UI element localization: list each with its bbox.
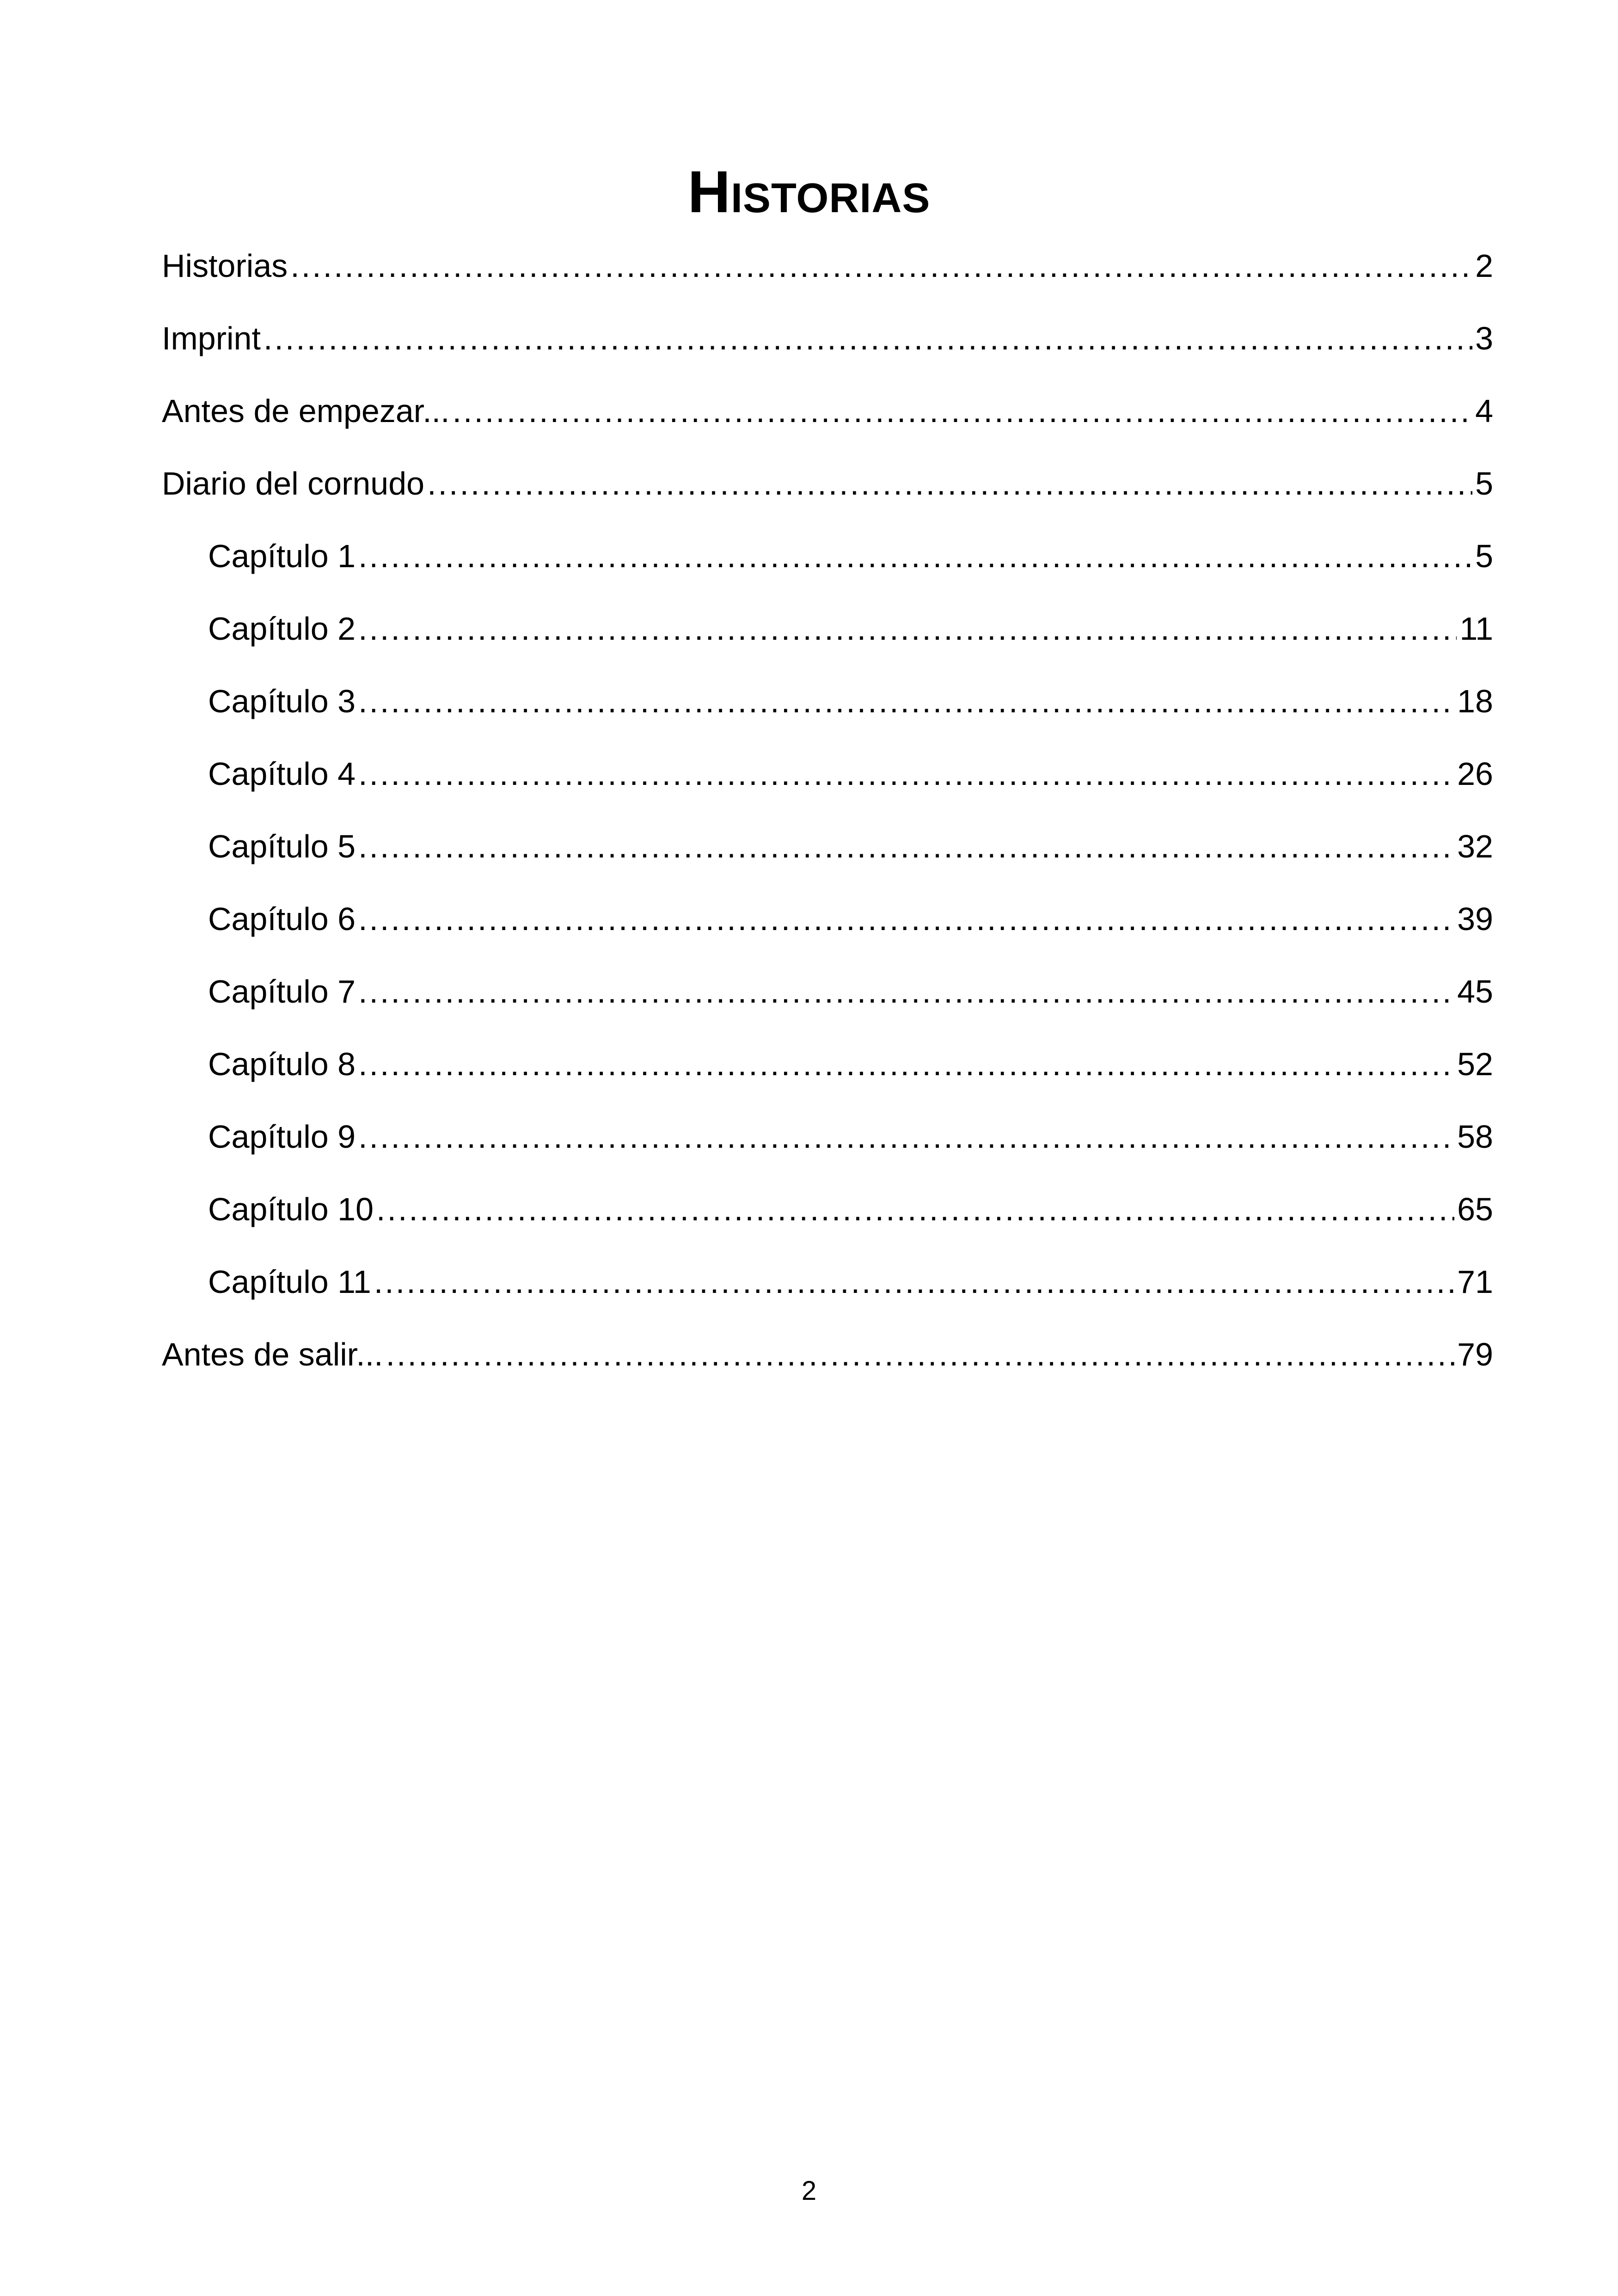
toc-entry-label: Capítulo 2 bbox=[208, 611, 356, 647]
toc-dot-leader bbox=[358, 676, 1454, 727]
toc-dot-leader bbox=[290, 240, 1472, 291]
toc-entry-page: 39 bbox=[1457, 901, 1493, 937]
toc-entry[interactable] bbox=[162, 531, 1493, 603]
toc-dot-leader bbox=[453, 386, 1472, 436]
toc-dot-leader bbox=[374, 1256, 1454, 1307]
toc-entry-label: Capítulo 6 bbox=[208, 901, 356, 937]
toc-dot-leader bbox=[264, 313, 1472, 364]
toc-entry-page: 11 bbox=[1459, 611, 1493, 647]
toc-entry-page: 4 bbox=[1475, 393, 1493, 429]
toc-entry-page: 2 bbox=[1475, 248, 1493, 284]
toc-entry-label: Capítulo 9 bbox=[208, 1119, 356, 1155]
toc-entry-label: Capítulo 4 bbox=[208, 756, 356, 792]
toc-entry-label: Capítulo 1 bbox=[208, 538, 356, 574]
toc-entry-label: Diario del cornudo bbox=[162, 465, 425, 502]
toc-entry[interactable] bbox=[162, 1184, 1493, 1256]
toc-entry[interactable] bbox=[162, 1256, 1493, 1329]
toc-dot-leader bbox=[358, 894, 1454, 944]
toc-entry-page: 3 bbox=[1475, 320, 1493, 356]
toc-entry-label: Historias bbox=[162, 248, 288, 284]
toc-entry[interactable] bbox=[162, 386, 1493, 458]
toc-dot-leader bbox=[358, 966, 1454, 1017]
toc-entry[interactable] bbox=[162, 966, 1493, 1039]
toc-entry-page: 52 bbox=[1457, 1046, 1493, 1082]
toc-dot-leader bbox=[427, 458, 1472, 509]
toc-entry[interactable] bbox=[162, 603, 1493, 676]
toc-dot-leader bbox=[358, 531, 1472, 582]
toc-entry-label: Antes de empezar... bbox=[162, 393, 450, 429]
toc-dot-leader bbox=[358, 1111, 1454, 1162]
toc-entry[interactable] bbox=[162, 240, 1493, 313]
toc-entry-page: 5 bbox=[1475, 538, 1493, 574]
toc-entry-page: 5 bbox=[1475, 465, 1493, 502]
toc-entry-label: Capítulo 11 bbox=[208, 1264, 371, 1300]
toc-entry-page: 18 bbox=[1457, 683, 1493, 719]
toc-entry[interactable] bbox=[162, 748, 1493, 821]
toc-entry-label: Capítulo 10 bbox=[208, 1191, 374, 1227]
toc-dot-leader bbox=[358, 603, 1457, 654]
toc-entry-label: Imprint bbox=[162, 320, 261, 356]
toc-entry-page: 71 bbox=[1457, 1264, 1493, 1300]
toc-entry[interactable] bbox=[162, 1329, 1493, 1402]
toc-entry-label: Capítulo 3 bbox=[208, 683, 356, 719]
toc-dot-leader bbox=[376, 1184, 1454, 1235]
toc-entry[interactable] bbox=[162, 894, 1493, 966]
toc-entry-label: Capítulo 5 bbox=[208, 828, 356, 864]
toc-entry-page: 26 bbox=[1457, 756, 1493, 792]
toc-entry-page: 65 bbox=[1457, 1191, 1493, 1227]
table-of-contents bbox=[162, 240, 1493, 1402]
toc-dot-leader bbox=[358, 821, 1454, 872]
toc-dot-leader bbox=[358, 748, 1454, 799]
toc-entry-label: Capítulo 8 bbox=[208, 1046, 356, 1082]
page-title: Historias bbox=[687, 159, 931, 225]
toc-entry[interactable] bbox=[162, 821, 1493, 894]
toc-entry-page: 45 bbox=[1457, 974, 1493, 1010]
toc-entry[interactable] bbox=[162, 1111, 1493, 1184]
toc-entry[interactable] bbox=[162, 1039, 1493, 1111]
toc-entry-label: Antes de salir... bbox=[162, 1336, 383, 1372]
toc-entry[interactable] bbox=[162, 458, 1493, 531]
toc-entry[interactable] bbox=[162, 676, 1493, 748]
toc-entry[interactable] bbox=[162, 313, 1493, 386]
toc-dot-leader bbox=[386, 1329, 1455, 1380]
page-number: 2 bbox=[801, 2176, 817, 2206]
toc-dot-leader bbox=[358, 1039, 1454, 1090]
toc-entry-page: 58 bbox=[1457, 1119, 1493, 1155]
toc-entry-page: 32 bbox=[1457, 828, 1493, 864]
toc-entry-page: 79 bbox=[1457, 1336, 1493, 1372]
toc-entry-label: Capítulo 7 bbox=[208, 974, 356, 1010]
